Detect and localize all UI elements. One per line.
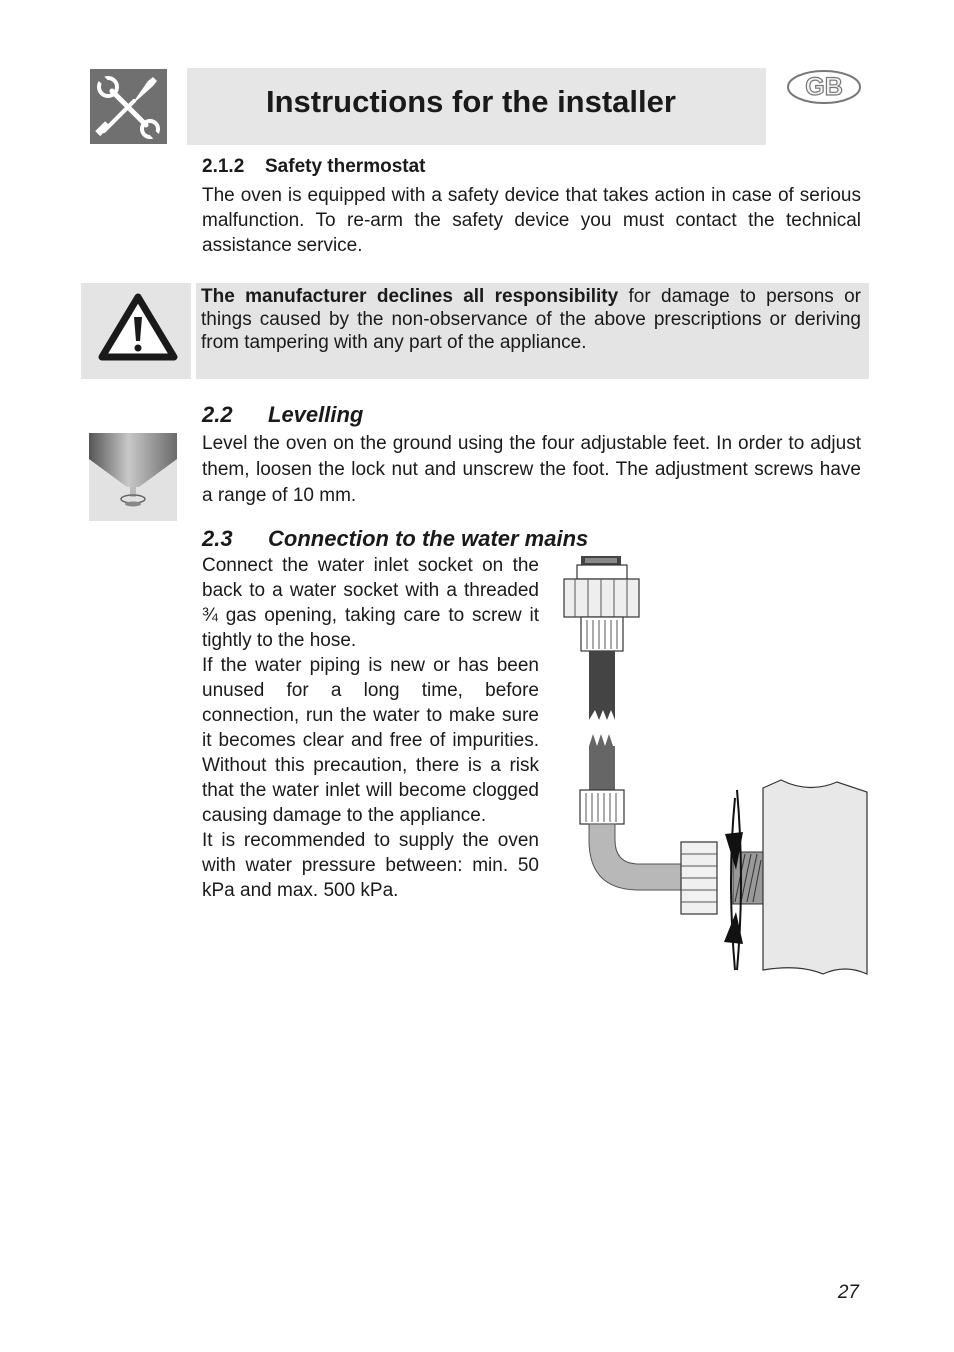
warning-text: [201, 285, 861, 354]
warning-bold-text: The manufacturer declines all responsibility: [201, 286, 619, 307]
section-heading-levelling: [202, 402, 363, 428]
language-badge-label: GB: [805, 73, 843, 101]
water-mains-para-1: Connect the water inlet socket on the back to a water socket with a threaded ¾ gas opening, taking care to screw it tightly to the hose.: [202, 555, 539, 651]
warning-rest-text: for damage to persons or things caused by the non-observance of the above prescriptions or deriving from tampering with any part of the appliance.: [201, 286, 861, 353]
warning-icon-box: [81, 283, 191, 379]
section-title-water-mains: Connection to the water mains: [268, 526, 589, 551]
safety-thermostat-text: The oven is equipped with a safety device that takes action in case of serious malfunction. To re-arm the safety device you must contact the technical assistance service.: [202, 185, 861, 256]
section-number-2-3: 2.3: [202, 526, 233, 551]
water-mains-para-2: If the water piping is new or has been unused for a long time, before connection, run the water to make sure it becomes clear and free of impurities. Without this precaution, there is a risk that the water inlet will become clogged causing damage to the appliance.: [202, 655, 539, 826]
water-mains-text: [202, 553, 539, 903]
warning-triangle-icon: [81, 283, 191, 379]
levelling-foot-icon: [89, 433, 177, 521]
section-title-safety-thermostat: Safety thermostat: [265, 156, 426, 177]
warning-box: [196, 283, 869, 379]
language-badge: [787, 70, 861, 104]
section-heading-water-mains: [202, 526, 588, 552]
section-number-2-1-2: 2.1.2: [202, 156, 245, 177]
water-mains-para-3: It is recommended to supply the oven with water pressure between: min. 50 kPa and max. 500 kPa.: [202, 830, 539, 901]
levelling-text: Level the oven on the ground using the four adjustable feet. In order to adjust them, loosen the lock nut and unscrew the foot. The adjustment screws have a range of 10 mm.: [202, 433, 861, 506]
tools-icon: [90, 69, 167, 144]
section-number-2-2: 2.2: [202, 402, 233, 427]
section-title-levelling: Levelling: [268, 402, 364, 427]
page-number: 27: [837, 1282, 859, 1303]
hose-connection-illustration: [555, 550, 875, 980]
header-bar: [187, 68, 766, 145]
page-title: Instructions for the installer: [266, 84, 676, 119]
